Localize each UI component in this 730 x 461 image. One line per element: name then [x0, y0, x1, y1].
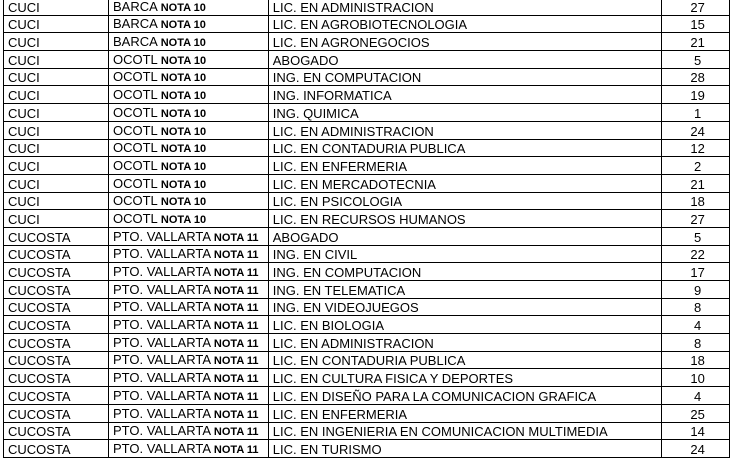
sede-cell	[108, 192, 268, 210]
carrera-cell: ING. QUIMICA	[268, 104, 662, 122]
table-row	[4, 422, 730, 440]
sede-text: PTO. VALLARTA	[112, 264, 211, 279]
cupo-cell: 27	[662, 0, 730, 15]
carrera-cell: ING. EN COMPUTACION	[268, 263, 662, 281]
cupos-table	[3, 0, 730, 458]
carrera-cell: LIC. EN AGRONEGOCIOS	[268, 33, 662, 51]
centro-cell: CUCI	[4, 210, 109, 228]
centro-cell: CUCI	[4, 139, 109, 157]
table-row	[4, 0, 730, 15]
centro-cell: CUCI	[4, 192, 109, 210]
table-row	[4, 121, 730, 139]
cupo-cell: 25	[662, 404, 730, 422]
centro-cell: CUCI	[4, 157, 109, 175]
sede-cell	[108, 51, 268, 69]
centro-cell: CUCOSTA	[4, 440, 109, 458]
cupo-cell: 27	[662, 210, 730, 228]
table-row	[4, 351, 730, 369]
sede-text: OCOTL	[112, 140, 158, 156]
cupo-cell: 22	[662, 245, 730, 263]
centro-cell: CUCOSTA	[4, 298, 109, 316]
carrera-cell: LIC. EN BIOLOGIA	[268, 316, 662, 334]
nota-label: NOTA 11	[213, 390, 259, 403]
cupo-cell: 17	[662, 263, 730, 281]
sede-cell	[108, 281, 268, 299]
table-row	[4, 210, 730, 228]
nota-label: NOTA 11	[213, 320, 259, 333]
sede-cell	[108, 440, 268, 458]
table-row	[4, 281, 730, 299]
centro-cell: CUCOSTA	[4, 351, 109, 369]
sede-text: PTO. VALLARTA	[112, 423, 211, 439]
sede-cell	[108, 369, 268, 387]
sede-text: PTO. VALLARTA	[112, 317, 211, 333]
sede-cell	[108, 210, 268, 228]
centro-cell: CUCI	[4, 51, 109, 69]
sede-text: PTO. VALLARTA	[112, 281, 211, 297]
sede-text: OCOTL	[112, 69, 158, 85]
nota-label: NOTA 11	[213, 355, 259, 368]
table-row	[4, 369, 730, 387]
table-row	[4, 227, 730, 245]
centro-cell: CUCOSTA	[4, 281, 109, 299]
nota-label: NOTA 11	[213, 267, 259, 279]
centro-cell: CUCOSTA	[4, 404, 109, 422]
sede-cell	[108, 139, 268, 157]
sede-text: OCOTL	[112, 175, 158, 191]
nota-label: NOTA 10	[160, 213, 207, 226]
centro-cell: CUCOSTA	[4, 227, 109, 245]
centro-cell: CUCI	[4, 121, 109, 139]
carrera-cell: LIC. EN ENFERMERIA	[268, 157, 662, 175]
sede-text: OCOTL	[112, 193, 158, 209]
centro-cell: CUCOSTA	[4, 245, 109, 263]
nota-label: NOTA 10	[160, 178, 207, 191]
sede-text: BARCA	[112, 34, 158, 50]
sede-cell	[108, 0, 268, 15]
nota-label: NOTA 11	[213, 337, 259, 350]
sede-text: OCOTL	[112, 51, 158, 67]
centro-cell: CUCOSTA	[4, 334, 109, 352]
centro-cell: CUCI	[4, 86, 109, 104]
sede-cell	[108, 68, 268, 86]
centro-cell: CUCOSTA	[4, 263, 109, 281]
sede-cell	[108, 334, 268, 352]
table-row	[4, 174, 730, 192]
sede-cell	[108, 86, 268, 104]
table-row	[4, 33, 730, 51]
sede-cell	[108, 316, 268, 334]
cupo-cell: 8	[662, 298, 730, 316]
cupo-cell: 4	[662, 387, 730, 405]
nota-label: NOTA 10	[160, 37, 206, 50]
cupo-cell: 4	[662, 316, 730, 334]
carrera-cell: LIC. EN ADMINISTRACION	[268, 0, 662, 15]
table-row	[4, 316, 730, 334]
carrera-cell: LIC. EN MERCADOTECNIA	[268, 174, 662, 192]
cupo-cell: 1	[662, 104, 730, 122]
sede-text: PTO. VALLARTA	[112, 352, 211, 368]
sede-text: OCOTL	[112, 87, 158, 103]
sede-text: PTO. VALLARTA	[112, 299, 211, 315]
cupo-cell: 12	[662, 139, 730, 157]
table-row	[4, 245, 730, 263]
carrera-cell: LIC. EN TURISMO	[268, 440, 662, 458]
sede-cell	[108, 404, 268, 422]
sede-cell	[108, 15, 268, 33]
sede-text: PTO. VALLARTA	[112, 228, 211, 244]
table-row	[4, 104, 730, 122]
table-row	[4, 404, 730, 422]
table-row	[4, 68, 730, 86]
carrera-cell: LIC. EN AGROBIOTECNOLOGIA	[268, 15, 662, 33]
nota-label: NOTA 10	[160, 160, 207, 173]
centro-cell: CUCI	[4, 15, 109, 33]
centro-cell: CUCI	[4, 68, 109, 86]
table-row	[4, 387, 730, 405]
sede-cell	[108, 104, 268, 122]
sede-text: OCOTL	[112, 210, 158, 226]
carrera-cell: LIC. EN ADMINISTRACION	[268, 334, 662, 352]
sede-text: BARCA	[112, 0, 158, 14]
centro-cell: CUCI	[4, 0, 109, 15]
nota-label: NOTA 10	[160, 125, 207, 138]
table-row	[4, 139, 730, 157]
cupo-cell: 24	[662, 440, 730, 458]
nota-label: NOTA 11	[213, 249, 259, 262]
table-row	[4, 86, 730, 104]
nota-label: NOTA 10	[160, 143, 207, 156]
carrera-cell: ING. EN COMPUTACION	[268, 68, 662, 86]
carrera-cell: ABOGADO	[268, 227, 662, 245]
sede-text: PTO. VALLARTA	[112, 405, 211, 421]
table-row	[4, 15, 730, 33]
nota-label: NOTA 10	[160, 196, 207, 209]
nota-label: NOTA 11	[213, 426, 259, 439]
carrera-cell: LIC. EN CONTADURIA PUBLICA	[268, 139, 662, 157]
nota-label: NOTA 10	[160, 107, 207, 120]
sede-cell	[108, 298, 268, 316]
cupo-cell: 2	[662, 157, 730, 175]
sede-cell	[108, 121, 268, 139]
sede-cell	[108, 33, 268, 51]
nota-label: NOTA 11	[213, 231, 259, 244]
table-row	[4, 298, 730, 316]
cupo-cell: 19	[662, 86, 730, 104]
cupo-cell: 21	[662, 33, 730, 51]
nota-label: NOTA 11	[213, 302, 259, 315]
sede-text: OCOTL	[112, 104, 158, 120]
nota-label: NOTA 11	[213, 408, 259, 421]
cupo-cell: 5	[662, 51, 730, 69]
cupo-cell: 9	[662, 281, 730, 299]
nota-label: NOTA 10	[160, 19, 206, 32]
cupo-cell: 15	[662, 15, 730, 33]
sede-text: PTO. VALLARTA	[112, 387, 211, 403]
centro-cell: CUCOSTA	[4, 422, 109, 440]
cupo-cell: 5	[662, 227, 730, 245]
nota-label: NOTA 10	[160, 72, 207, 85]
sede-text: PTO. VALLARTA	[112, 440, 211, 456]
cupo-cell: 8	[662, 334, 730, 352]
cupo-cell: 21	[662, 174, 730, 192]
sede-text: OCOTL	[112, 157, 158, 173]
sede-cell	[108, 245, 268, 263]
sede-cell	[108, 157, 268, 175]
cupo-cell: 28	[662, 68, 730, 86]
cupo-cell: 10	[662, 369, 730, 387]
carrera-cell: LIC. EN INGENIERIA EN COMUNICACION MULTIMEDIA	[268, 422, 662, 440]
sede-text: BARCA	[112, 16, 158, 32]
carrera-cell: LIC. EN CONTADURIA PUBLICA	[268, 351, 662, 369]
sede-cell	[108, 387, 268, 405]
cupo-cell: 18	[662, 192, 730, 210]
nota-label: NOTA 10	[160, 54, 207, 67]
carrera-cell: ABOGADO	[268, 51, 662, 69]
carrera-cell: LIC. EN ENFERMERIA	[268, 404, 662, 422]
carrera-cell: LIC. EN DISEÑO PARA LA COMUNICACION GRAFICA	[268, 387, 662, 405]
sede-text: PTO. VALLARTA	[112, 246, 211, 262]
sede-text: OCOTL	[112, 122, 158, 138]
carrera-cell: ING. INFORMATICA	[268, 86, 662, 104]
carrera-cell: LIC. EN CULTURA FISICA Y DEPORTES	[268, 369, 662, 387]
sede-cell	[108, 351, 268, 369]
carrera-cell: LIC. EN RECURSOS HUMANOS	[268, 210, 662, 228]
table-row	[4, 263, 730, 281]
table-row	[4, 51, 730, 69]
sede-text: PTO. VALLARTA	[112, 370, 211, 386]
centro-cell: CUCI	[4, 104, 109, 122]
nota-label: NOTA 11	[213, 443, 259, 456]
carrera-cell: LIC. EN ADMINISTRACION	[268, 121, 662, 139]
cupo-cell: 18	[662, 351, 730, 369]
carrera-cell: ING. EN CIVIL	[268, 245, 662, 263]
table-row	[4, 192, 730, 210]
centro-cell: CUCOSTA	[4, 316, 109, 334]
cupo-cell: 24	[662, 121, 730, 139]
carrera-cell: ING. EN TELEMATICA	[268, 281, 662, 299]
sede-text: PTO. VALLARTA	[112, 334, 211, 350]
nota-label: NOTA 11	[213, 373, 259, 386]
table-row	[4, 334, 730, 352]
sede-cell	[108, 174, 268, 192]
table-row	[4, 157, 730, 175]
carrera-cell: LIC. EN PSICOLOGIA	[268, 192, 662, 210]
sede-cell	[108, 263, 268, 281]
centro-cell: CUCOSTA	[4, 387, 109, 405]
centro-cell: CUCOSTA	[4, 369, 109, 387]
nota-label: NOTA 10	[160, 90, 207, 103]
nota-label: NOTA 11	[213, 284, 259, 297]
carrera-cell: ING. EN VIDEOJUEGOS	[268, 298, 662, 316]
sede-cell	[108, 422, 268, 440]
table-row	[4, 440, 730, 458]
centro-cell: CUCI	[4, 174, 109, 192]
centro-cell: CUCI	[4, 33, 109, 51]
sede-cell	[108, 227, 268, 245]
cupo-cell: 14	[662, 422, 730, 440]
nota-label: NOTA 10	[160, 1, 206, 14]
table-body	[4, 0, 730, 457]
